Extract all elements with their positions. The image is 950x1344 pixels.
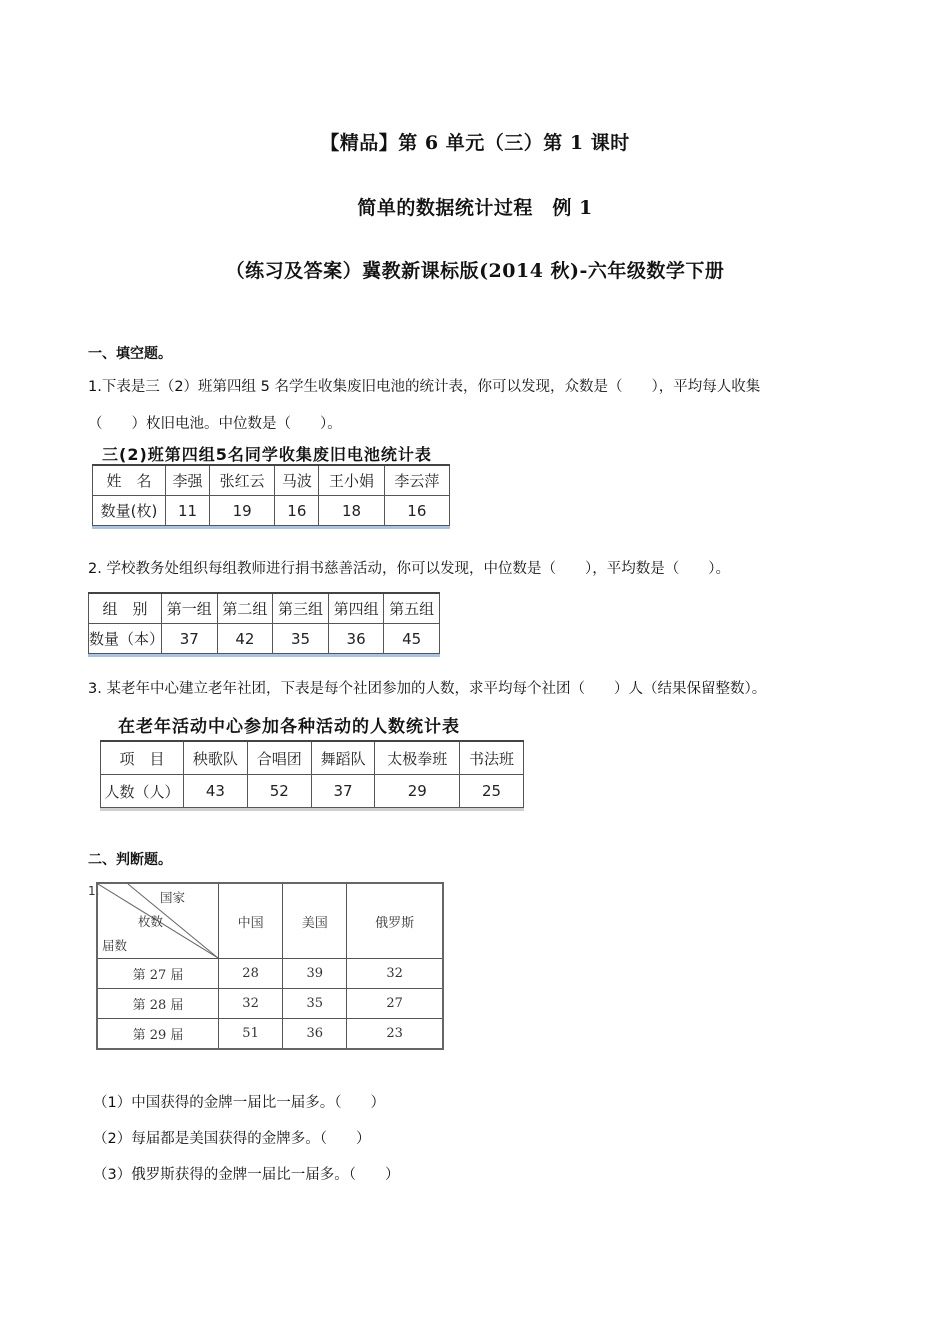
senior-club-table-caption: 在老年活动中心参加各种活动的人数统计表 bbox=[118, 717, 460, 737]
table-row bbox=[101, 775, 524, 808]
table-header-cell: 李强 bbox=[166, 465, 210, 496]
corner-label-count: 枚数 bbox=[138, 914, 164, 929]
table-cell: 27 bbox=[347, 989, 443, 1019]
table-row-label: 第 27 届 bbox=[97, 959, 219, 989]
table-cell: 43 bbox=[184, 775, 248, 808]
battery-table-grid bbox=[92, 464, 450, 526]
battery-table-caption: 三(2)班第四组5名同学收集废旧电池统计表 bbox=[102, 445, 432, 464]
statement-2: （2）每届都是美国获得的金牌多。（ ） bbox=[93, 1131, 371, 1147]
table-cell: 52 bbox=[247, 775, 311, 808]
question-4-marker: 1. bbox=[88, 884, 100, 898]
table-header-cell: 组 别 bbox=[89, 593, 162, 624]
table-cell: 16 bbox=[275, 496, 319, 526]
table-cell: 32 bbox=[347, 959, 443, 989]
table-header-cell: 李云萍 bbox=[384, 465, 449, 496]
table-cell: 28 bbox=[219, 959, 283, 989]
table-cell: 35 bbox=[273, 624, 329, 654]
table-row bbox=[101, 741, 524, 775]
diagonal-header-cell bbox=[97, 883, 219, 959]
table-cell: 37 bbox=[311, 775, 375, 808]
table-header-cell: 项 目 bbox=[101, 741, 184, 775]
table-header-cell: 马波 bbox=[275, 465, 319, 496]
table-cell: 51 bbox=[219, 1019, 283, 1050]
table-header-cell: 中国 bbox=[219, 883, 283, 959]
table-cell: 39 bbox=[283, 959, 347, 989]
senior-club-table bbox=[100, 712, 524, 811]
title-line-3: （练习及答案）冀教新课标版(2014 秋)-六年级数学下册 bbox=[225, 260, 725, 282]
book-donation-table bbox=[88, 592, 440, 657]
table-row-label: 第 28 届 bbox=[97, 989, 219, 1019]
table-header-cell: 书法班 bbox=[460, 741, 524, 775]
table-header-cell: 王小娟 bbox=[319, 465, 384, 496]
table-cell: 32 bbox=[219, 989, 283, 1019]
corner-label-country: 国家 bbox=[160, 890, 186, 905]
question-1-line-1: 1.下表是三（2）班第四组 5 名学生收集废旧电池的统计表，你可以发现，众数是（ ），平均每人收集 bbox=[88, 379, 761, 395]
table-row-label: 数量（本） bbox=[89, 624, 162, 654]
table-cell: 16 bbox=[384, 496, 449, 526]
table-row bbox=[93, 496, 450, 526]
question-3-text: 3. 某老年中心建立老年社团，下表是每个社团参加的人数，求平均每个社团（ ）人（结果保留整数）。 bbox=[88, 681, 767, 697]
table-cell: 45 bbox=[384, 624, 440, 654]
table-header-cell: 合唱团 bbox=[247, 741, 311, 775]
table-cell: 18 bbox=[319, 496, 384, 526]
table-row bbox=[89, 624, 440, 654]
table-header-cell: 第二组 bbox=[217, 593, 273, 624]
table-cell: 19 bbox=[210, 496, 275, 526]
table-underline bbox=[92, 526, 450, 529]
table-row bbox=[97, 989, 443, 1019]
title-line-2: 简单的数据统计过程 例 1 bbox=[357, 197, 593, 219]
table-row-label: 人数（人） bbox=[101, 775, 184, 808]
table-header-cell: 张红云 bbox=[210, 465, 275, 496]
table-cell: 29 bbox=[375, 775, 460, 808]
table-row bbox=[89, 593, 440, 624]
title-line-1: 【精品】第 6 单元（三）第 1 课时 bbox=[320, 132, 630, 154]
table-row-label: 第 29 届 bbox=[97, 1019, 219, 1050]
table-cell: 25 bbox=[460, 775, 524, 808]
table-cell: 11 bbox=[166, 496, 210, 526]
table-row bbox=[97, 1019, 443, 1050]
book-donation-table-grid bbox=[88, 592, 440, 654]
statement-3: （3）俄罗斯获得的金牌一届比一届多。（ ） bbox=[93, 1167, 400, 1183]
table-cell: 42 bbox=[217, 624, 273, 654]
table-header-cell: 秧歌队 bbox=[184, 741, 248, 775]
table-row bbox=[97, 883, 443, 959]
table-underline bbox=[88, 654, 440, 657]
table-cell: 36 bbox=[328, 624, 384, 654]
question-2-text: 2. 学校教务处组织每组教师进行捐书慈善活动，你可以发现，中位数是（ ），平均数是（ ）。 bbox=[88, 561, 730, 577]
statement-1: （1）中国获得的金牌一届比一届多。（ ） bbox=[93, 1095, 385, 1111]
corner-label-session: 届数 bbox=[102, 938, 128, 953]
table-cell: 36 bbox=[283, 1019, 347, 1050]
table-header-cell: 姓 名 bbox=[93, 465, 166, 496]
senior-club-table-grid bbox=[100, 740, 524, 808]
section-true-false-heading: 二、判断题。 bbox=[88, 852, 172, 868]
table-row bbox=[97, 959, 443, 989]
table-row-label: 数量(枚) bbox=[93, 496, 166, 526]
table-header-cell: 太极拳班 bbox=[375, 741, 460, 775]
table-header-cell: 舞蹈队 bbox=[311, 741, 375, 775]
table-header-cell: 第一组 bbox=[162, 593, 218, 624]
table-row bbox=[93, 465, 450, 496]
table-header-cell: 第五组 bbox=[384, 593, 440, 624]
table-cell: 37 bbox=[162, 624, 218, 654]
medal-table-grid bbox=[96, 882, 444, 1050]
table-underline bbox=[100, 808, 524, 811]
table-header-cell: 第三组 bbox=[273, 593, 329, 624]
battery-table bbox=[92, 442, 450, 529]
table-header-cell: 第四组 bbox=[328, 593, 384, 624]
section-fill-blank-heading: 一、填空题。 bbox=[88, 346, 172, 362]
medal-table bbox=[96, 882, 444, 1050]
question-1-line-2: （ ）枚旧电池。中位数是（ ）。 bbox=[88, 416, 342, 432]
table-header-cell: 俄罗斯 bbox=[347, 883, 443, 959]
table-cell: 23 bbox=[347, 1019, 443, 1050]
table-header-cell: 美国 bbox=[283, 883, 347, 959]
table-cell: 35 bbox=[283, 989, 347, 1019]
